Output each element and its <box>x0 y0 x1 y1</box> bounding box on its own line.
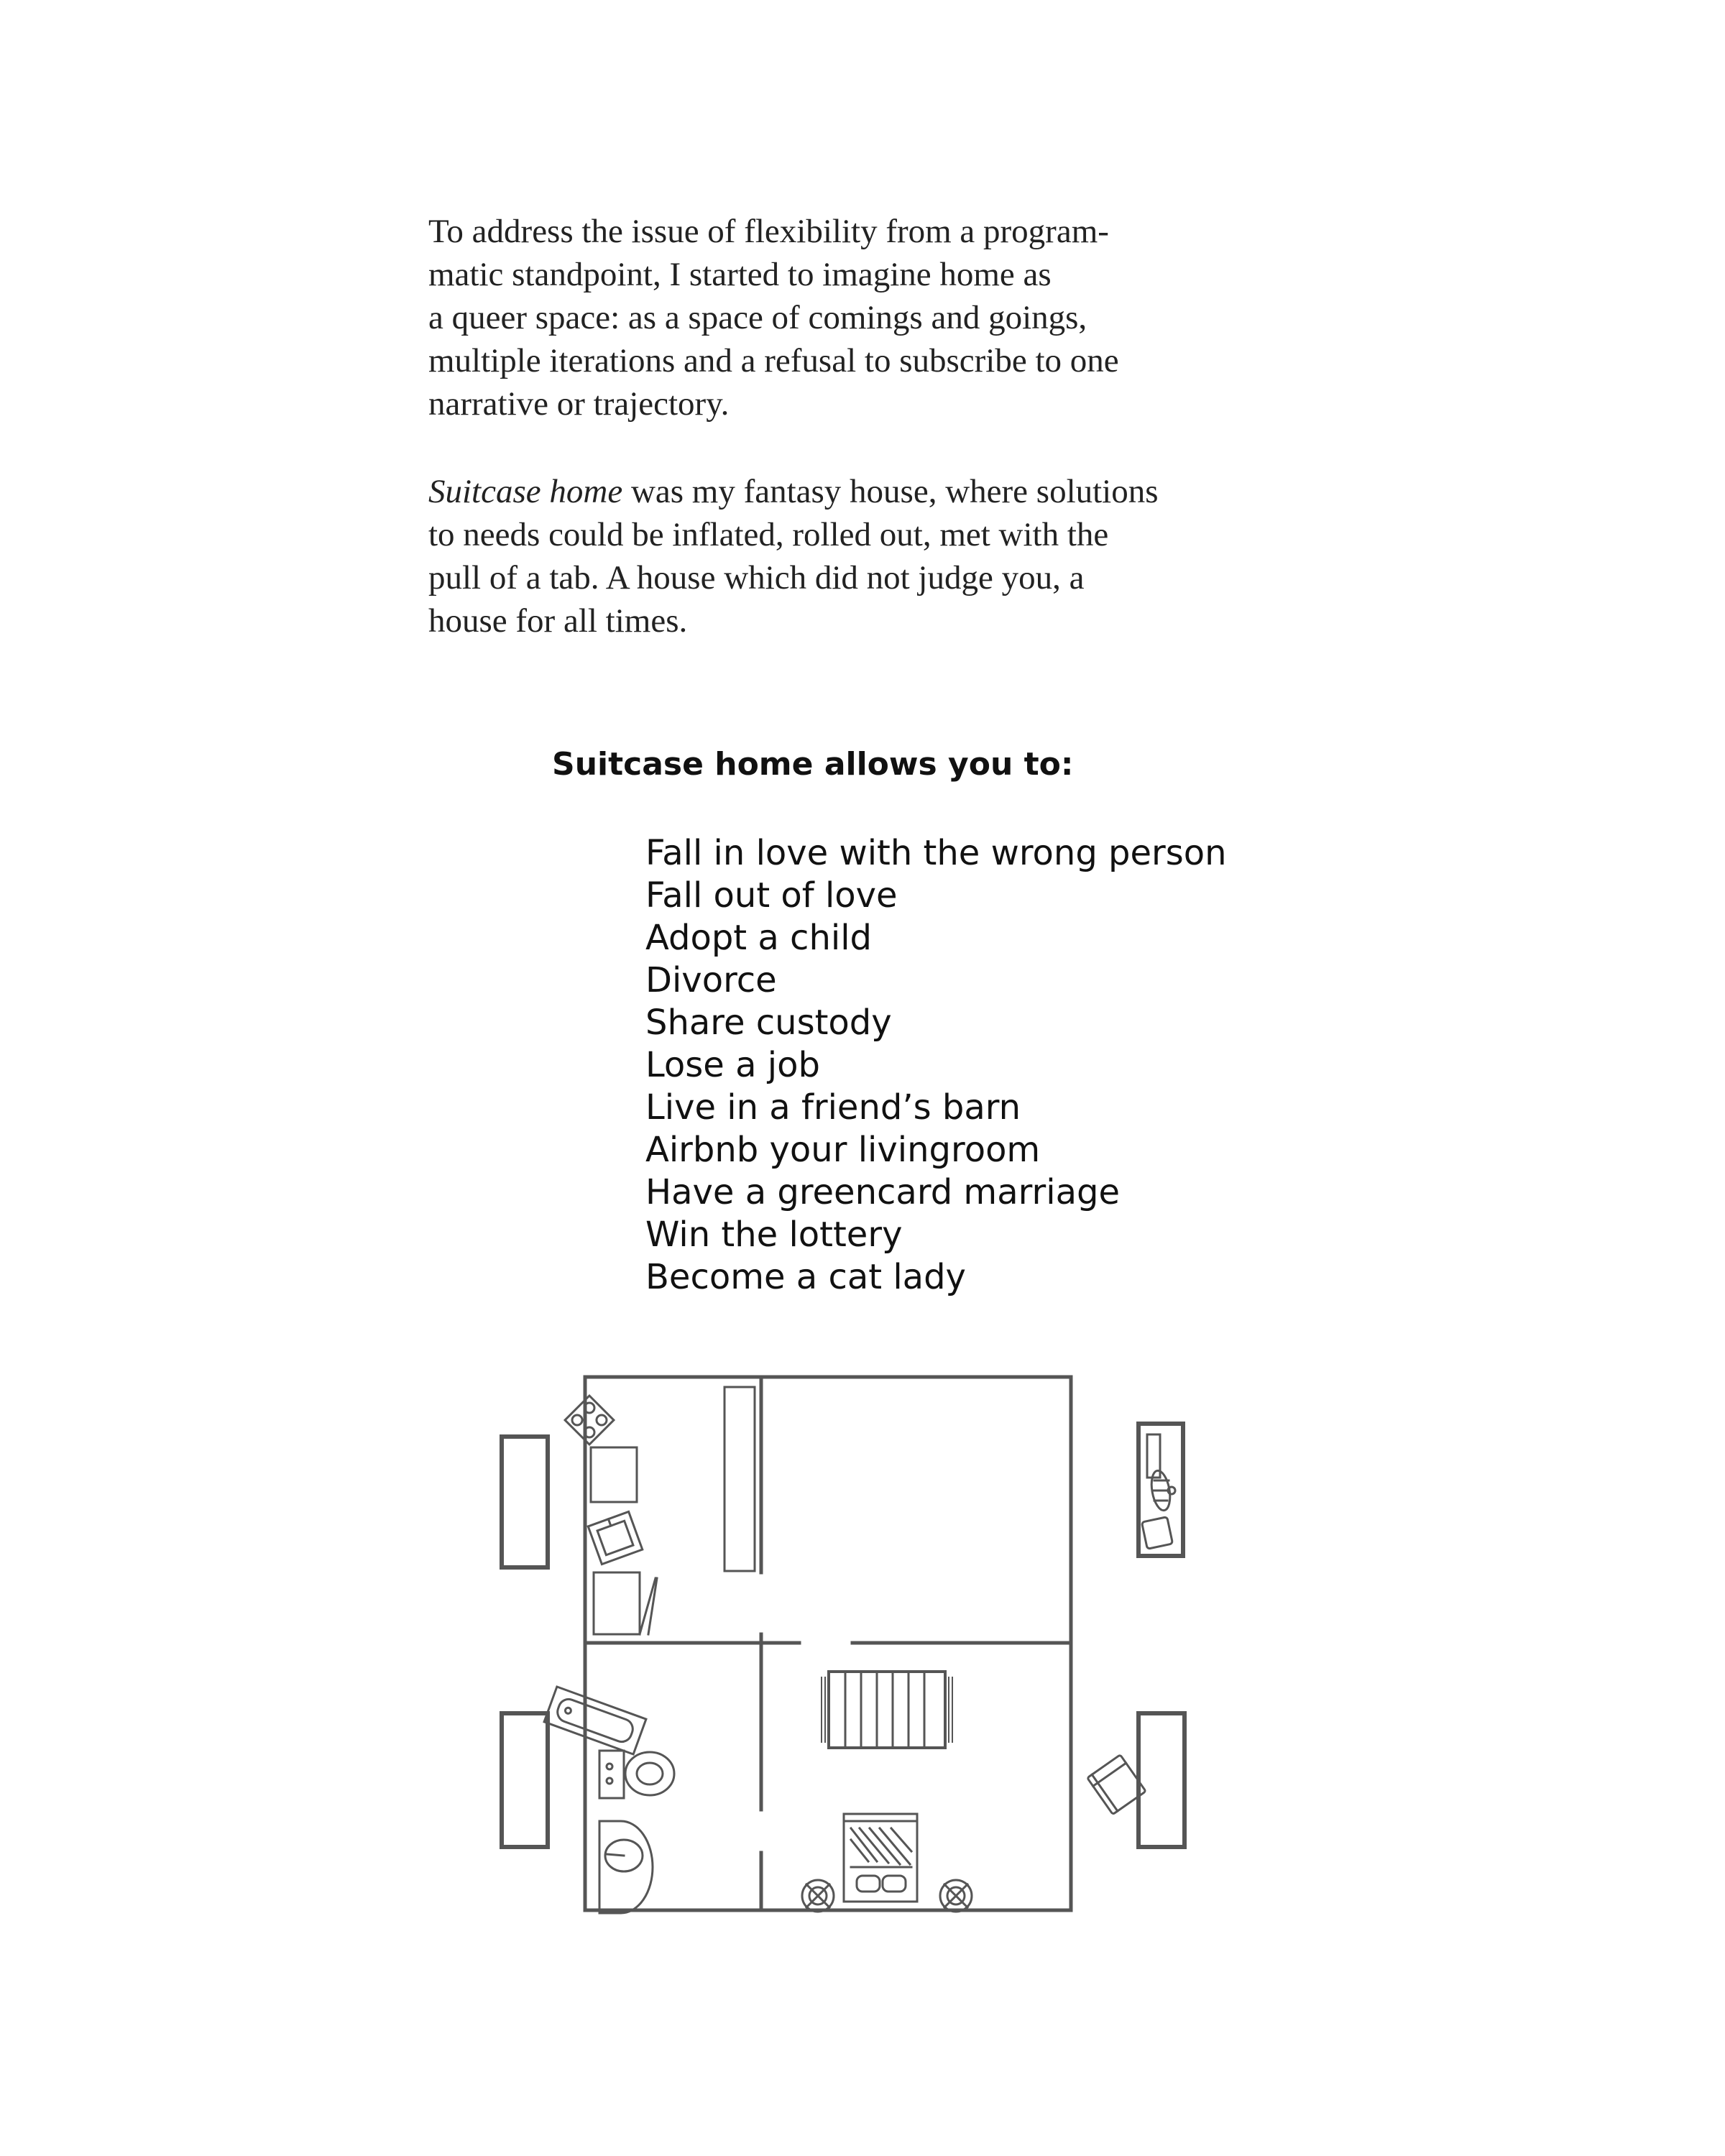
list-item: Airbnb your livingroom <box>645 1130 1041 1170</box>
bathroom-sink-icon <box>599 1821 653 1913</box>
toilet-icon <box>599 1751 674 1798</box>
fantasy-line: to needs could be inflated, rolled out, met with the <box>428 516 1109 553</box>
fantasy-line: pull of a tab. A house which did not judge you, a <box>428 559 1085 596</box>
suitcase-left-bottom <box>502 1713 548 1847</box>
fantasy-first-line-rest: was my fantasy house, where solutions <box>622 473 1159 510</box>
fridge-icon <box>591 1447 637 1502</box>
kitchen-sink-icon <box>588 1511 643 1564</box>
list-item: Fall in love with the wrong person <box>645 833 1227 873</box>
right-lamp-icon <box>940 1880 972 1912</box>
intro-line: a queer space: as a space of comings and goings, <box>428 299 1087 336</box>
bed-icon <box>844 1814 917 1902</box>
intro-line: matic standpoint, I started to imagine home as <box>428 256 1052 293</box>
living-room-set-icon <box>1141 1434 1175 1549</box>
list-item: Live in a friend’s barn <box>645 1087 1021 1128</box>
dishwasher-icon <box>594 1572 657 1634</box>
counter-strip <box>724 1387 755 1571</box>
interior-walls <box>585 1377 1071 1910</box>
bathtub-icon <box>544 1687 646 1754</box>
suitcase-left-top <box>502 1437 548 1567</box>
list-item: Lose a job <box>645 1045 820 1085</box>
list-item: Fall out of love <box>645 875 898 916</box>
list-item: Share custody <box>645 1003 892 1043</box>
left-lamp-icon <box>802 1880 834 1912</box>
intro-line: multiple iterations and a refusal to subscribe to one <box>428 342 1119 379</box>
intro-line: To address the issue of flexibility from a program- <box>428 213 1109 250</box>
allows-heading: Suitcase home allows you to: <box>552 746 1074 783</box>
intro-line: narrative or trajectory. <box>428 385 730 423</box>
list-item: Become a cat lady <box>645 1257 966 1297</box>
list-item: Divorce <box>645 960 777 1000</box>
fantasy-line: house for all times. <box>428 602 688 640</box>
rug-icon <box>822 1672 952 1748</box>
stove-icon <box>565 1396 614 1445</box>
list-item: Adopt a child <box>645 918 872 958</box>
suitcase-right-bottom <box>1138 1713 1184 1847</box>
suitcase-home-italic: Suitcase home <box>428 473 623 510</box>
list-item: Win the lottery <box>645 1215 903 1255</box>
list-item: Have a greencard marriage <box>645 1172 1120 1212</box>
